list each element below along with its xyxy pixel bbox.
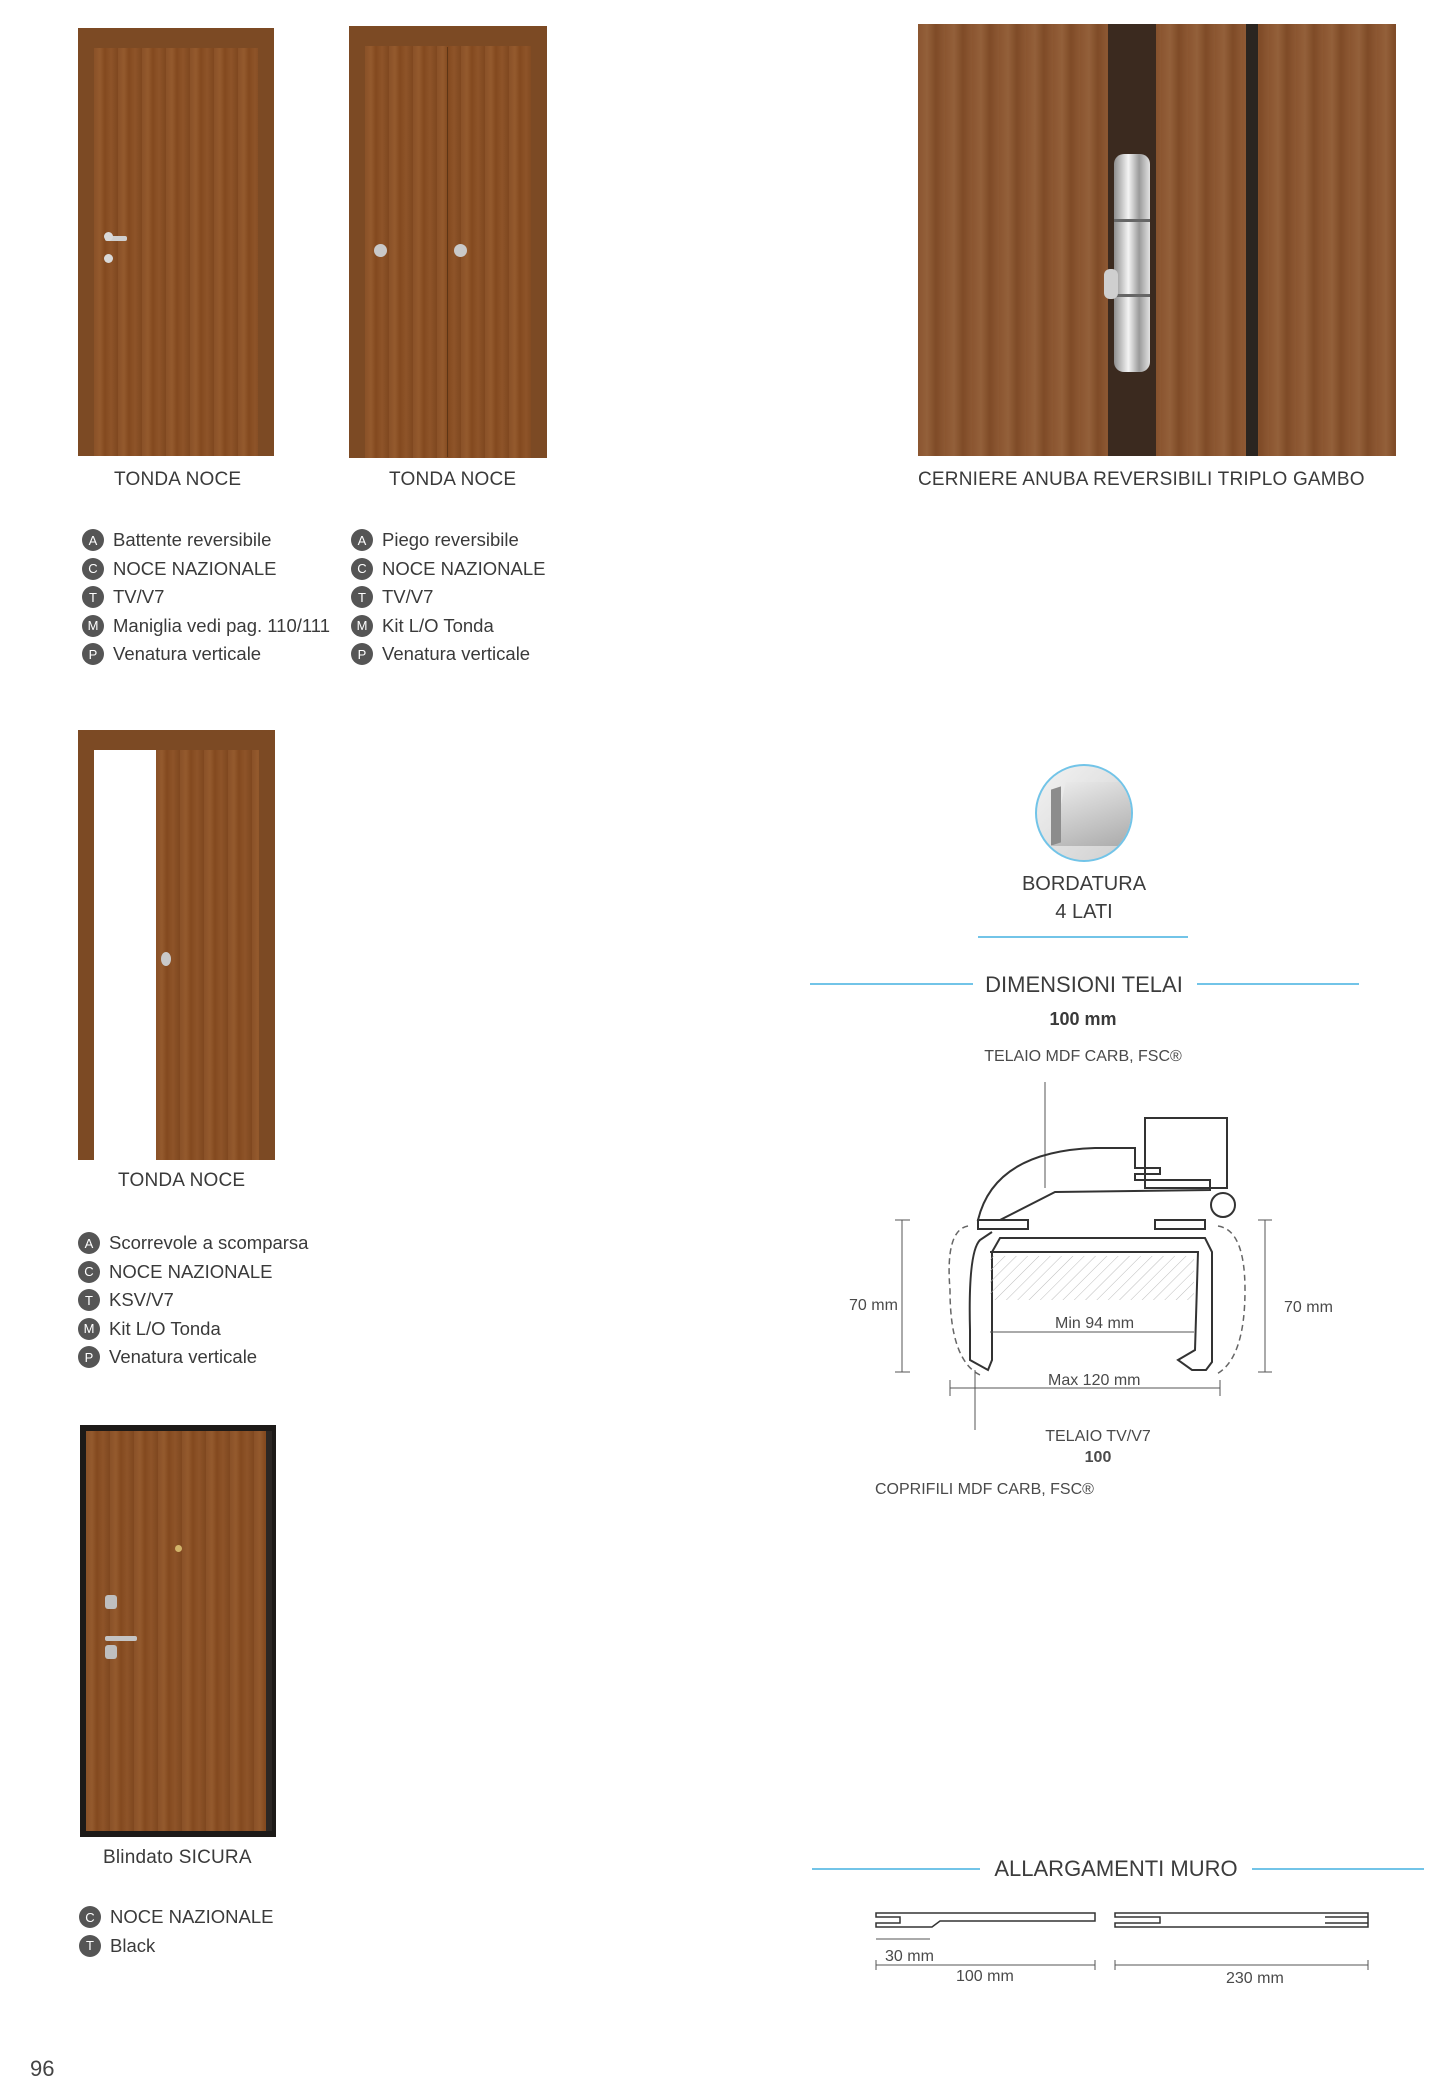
telaio-tv-label: TELAIO TV/V7 [1045, 1428, 1151, 1445]
right-height-label: 70 mm [1284, 1299, 1333, 1316]
door-knob [104, 232, 113, 241]
door-knob [161, 952, 171, 966]
spec-item [82, 612, 330, 641]
spec-text: Venatura verticale [382, 643, 531, 665]
door-lock [105, 1645, 117, 1659]
max-width-label: Max 120 mm [1048, 1372, 1141, 1389]
hinge-icon [1114, 154, 1150, 372]
spec-badge: A [82, 529, 104, 551]
spec-text: NOCE NAZIONALE [113, 557, 277, 579]
divider-left [810, 983, 973, 985]
spec-badge: T [82, 586, 104, 608]
spec-item [78, 1258, 308, 1287]
bordatura-icon [1035, 764, 1133, 862]
spec-badge: T [351, 586, 373, 608]
spec-badge: P [78, 1346, 100, 1368]
product-caption-3: TONDA NOCE [118, 1170, 246, 1191]
spec-text: Venatura verticale [109, 1346, 258, 1368]
wall-extension-diagram [870, 1905, 1380, 2005]
spec-badge: T [78, 1289, 100, 1311]
divider-left-2 [812, 1868, 980, 1870]
door-knob [454, 244, 467, 257]
product-caption-2: TONDA NOCE [389, 469, 517, 490]
spec-item [82, 583, 330, 612]
wall-a-small-label: 30 mm [885, 1948, 934, 1965]
door-image-1 [78, 28, 274, 456]
spec-list-1 [82, 526, 330, 669]
min-width-label: Min 94 mm [1055, 1315, 1135, 1332]
spec-item [351, 526, 545, 555]
spec-text: NOCE NAZIONALE [382, 557, 546, 579]
spec-item [78, 1343, 308, 1372]
spec-badge: M [78, 1318, 100, 1340]
door-viewer [175, 1545, 182, 1552]
spec-item [79, 1903, 273, 1932]
telaio-tv-size: 100 [1084, 1449, 1112, 1466]
spec-item [78, 1229, 308, 1258]
divider-right [1197, 983, 1359, 985]
spec-badge: M [351, 615, 373, 637]
bordatura-line1: BORDATURA [1021, 873, 1147, 895]
spec-item [78, 1286, 308, 1315]
bordatura-underline [978, 936, 1188, 938]
spec-item [79, 1932, 273, 1961]
spec-item [82, 555, 330, 584]
spec-text: Scorrevole a scomparsa [109, 1232, 309, 1254]
spec-text: Battente reversibile [113, 529, 272, 551]
door-image-3 [78, 730, 275, 1160]
spec-text: Kit L/O Tonda [382, 614, 494, 636]
spec-text: NOCE NAZIONALE [109, 1260, 273, 1282]
door-knob [374, 244, 387, 257]
hinge-caption: CERNIERE ANUBA REVERSIBILI TRIPLO GAMBO [918, 469, 1365, 490]
allargamenti-title: ALLARGAMENTI MURO [994, 1856, 1238, 1881]
spec-badge: P [82, 643, 104, 665]
spec-badge: T [79, 1935, 101, 1957]
dimensioni-subtitle: 100 mm [1049, 1009, 1117, 1029]
telaio-mdf-label: TELAIO MDF CARB, FSC® [984, 1048, 1182, 1065]
spec-text: Maniglia vedi pag. 110/111 [113, 614, 331, 636]
product-caption-4: Blindato SICURA [103, 1847, 252, 1868]
spec-text: Venatura verticale [113, 643, 262, 665]
spec-item [351, 583, 545, 612]
left-height-label: 70 mm [849, 1297, 898, 1314]
spec-list-2 [351, 526, 545, 669]
spec-item [78, 1315, 308, 1344]
spec-item [351, 612, 545, 641]
door-lock [105, 1595, 117, 1609]
spec-text: Piego reversibile [382, 529, 519, 551]
dimensioni-title: DIMENSIONI TELAI [985, 972, 1183, 997]
spec-badge: M [82, 615, 104, 637]
spec-text: KSV/V7 [109, 1289, 174, 1311]
spec-text: Black [110, 1934, 156, 1956]
spec-text: Kit L/O Tonda [109, 1317, 221, 1339]
spec-text: TV/V7 [113, 586, 165, 608]
spec-item [82, 526, 330, 555]
spec-list-3 [78, 1229, 308, 1372]
spec-badge: A [351, 529, 373, 551]
spec-badge: A [78, 1232, 100, 1254]
hinge-image [918, 24, 1396, 456]
bordatura-line2: 4 LATI [1055, 901, 1113, 923]
spec-badge: C [78, 1261, 100, 1283]
spec-badge: C [82, 558, 104, 580]
door-handle [105, 1636, 137, 1641]
spec-item [351, 555, 545, 584]
spec-text: TV/V7 [382, 586, 434, 608]
door-image-2 [349, 26, 547, 458]
divider-right-2 [1252, 1868, 1424, 1870]
spec-item [351, 640, 545, 669]
spec-badge: C [351, 558, 373, 580]
spec-text: NOCE NAZIONALE [110, 1906, 274, 1928]
wall-b-width-label: 230 mm [1226, 1970, 1284, 1987]
spec-badge: P [351, 643, 373, 665]
spec-badge: C [79, 1906, 101, 1928]
page-number: 96 [30, 2056, 55, 2081]
spec-item [82, 640, 330, 669]
coprifili-label: COPRIFILI MDF CARB, FSC® [875, 1481, 1094, 1498]
spec-list-4 [79, 1903, 273, 1960]
wall-a-width-label: 100 mm [956, 1968, 1014, 1985]
door-image-4 [80, 1425, 276, 1837]
door-keyhole [104, 254, 113, 263]
product-caption-1: TONDA NOCE [114, 469, 242, 490]
